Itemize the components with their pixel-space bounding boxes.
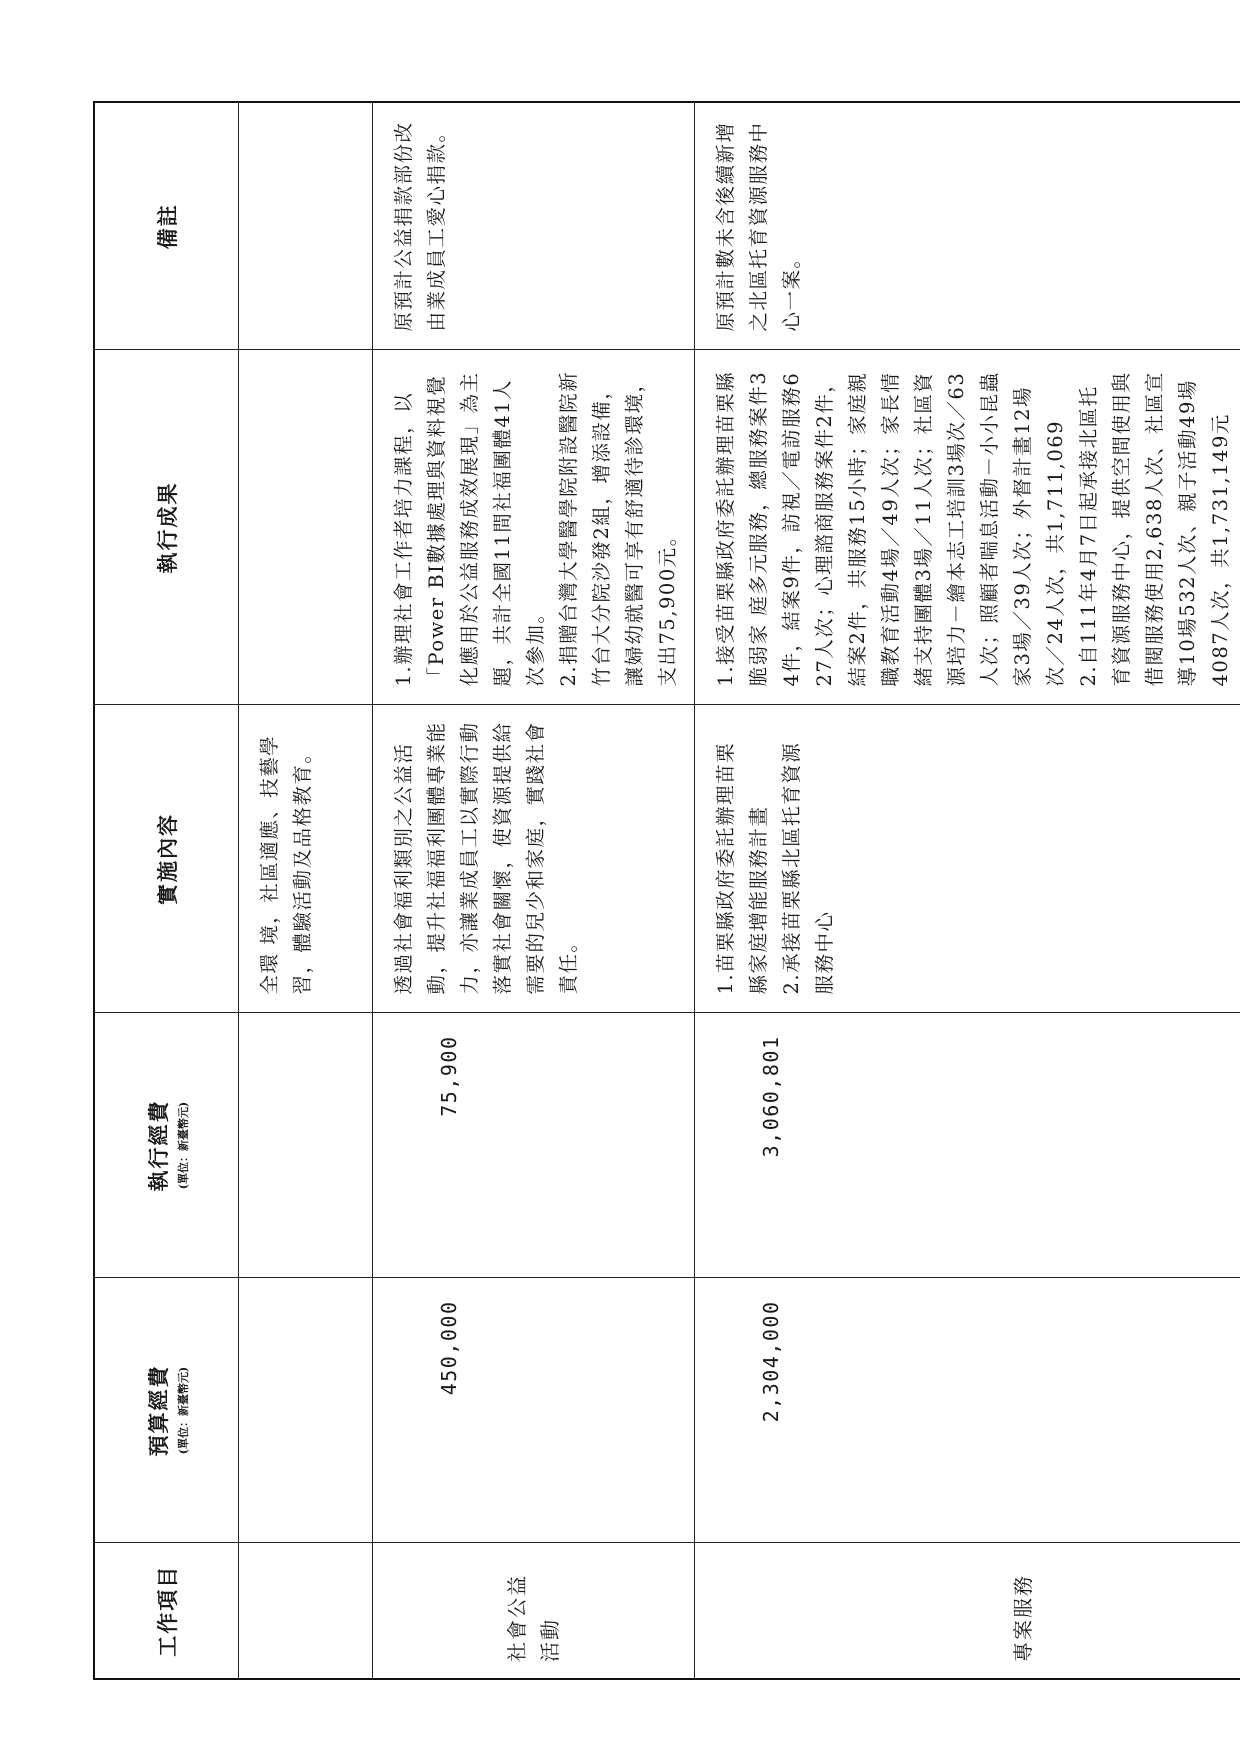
cell-result: 1.接受苗栗縣政府委託辦理苗栗縣脆弱家 庭多元服務，總服務案件34件，結案9件，訪視／電訪服務627人次；心理諮商服務案件2件，結案2件，共服務15小時；家庭親職教育活動4場／49人次；家長情緒支持團體3場／11人次；社區資源培力－繪本志工培訓3場次／63人次；照顧者喘息活動－小小昆蟲家3場／39人次；外督計畫12場次／24人次，共1,711,069 2.自111年4月7日起承接北區托育資源服務中心，提供空間使用與借閱服務使用2,638人次、社區宣導10場532人次、親子活動49場4087人次，共1,731,149元 <box>695 350 1240 705</box>
header-budget: 預算經費 (單位：新臺幣元) <box>94 1278 239 1543</box>
cell-item <box>239 1543 373 1679</box>
cell-expense <box>239 1013 373 1278</box>
cell-content: 全環 境，社區適應、技藝學習，體驗活動及品格教育。 <box>239 705 373 1013</box>
header-result: 執行成果 <box>94 350 239 705</box>
table-row <box>239 102 373 1679</box>
header-remark: 備註 <box>94 102 239 350</box>
cell-remark: 原預計數未含後續新增之北區托育資源服務中心一案。 <box>695 102 1240 350</box>
header-expense: 執行經費 (單位：新臺幣元) <box>94 1013 239 1278</box>
cell-result <box>239 350 373 705</box>
cell-result: 1.辦理社會工作者培力課程，以「Power BI數據處理與資料視覺化應用於公益服務成效展現」為主題，共計全國11間社福團體41人次參加。 2.捐贈台灣大學醫學院附設醫院新竹台大分院沙發2組，增添設備，讓婦幼就醫可享有舒適待診環境，支出75,900元。 <box>373 350 695 705</box>
cell-remark: 原預計公益捐款部份改由業成員工愛心捐款。 <box>373 102 695 350</box>
cell-budget <box>239 1278 373 1543</box>
header-work-item: 工作項目 <box>94 1543 239 1679</box>
cell-item: 專案服務 <box>695 1543 1240 1679</box>
cell-content: 1.苗栗縣政府委託辦理苗栗縣家庭增能服務計畫 2.承接苗栗縣北區托育資源服務中心 <box>695 705 1240 1013</box>
cell-expense: 3,060,801 <box>695 1013 1240 1278</box>
table-row <box>373 102 695 1679</box>
header-budget-unit: (單位：新臺幣元) <box>176 1366 190 1455</box>
rotated-table-page <box>93 103 1232 1680</box>
cell-budget: 450,000 <box>373 1278 695 1543</box>
cell-budget: 2,304,000 <box>695 1278 1240 1543</box>
cell-remark <box>239 102 373 350</box>
report-table <box>93 101 1240 1680</box>
header-expense-unit: (單位：新臺幣元) <box>176 1101 190 1190</box>
header-content: 實施內容 <box>94 705 239 1013</box>
cell-item: 社會公益活動 <box>373 1543 695 1679</box>
cell-expense: 75,900 <box>373 1013 695 1278</box>
header-row <box>94 102 239 1679</box>
cell-content: 透過社會福利類別之公益活動，提升社福福利團體專業能力，亦讓業成員工以實際行動落實社會關懷，使資源提供給需要的兒少和家庭，實踐社會責任。 <box>373 705 695 1013</box>
table-row <box>695 102 1240 1679</box>
